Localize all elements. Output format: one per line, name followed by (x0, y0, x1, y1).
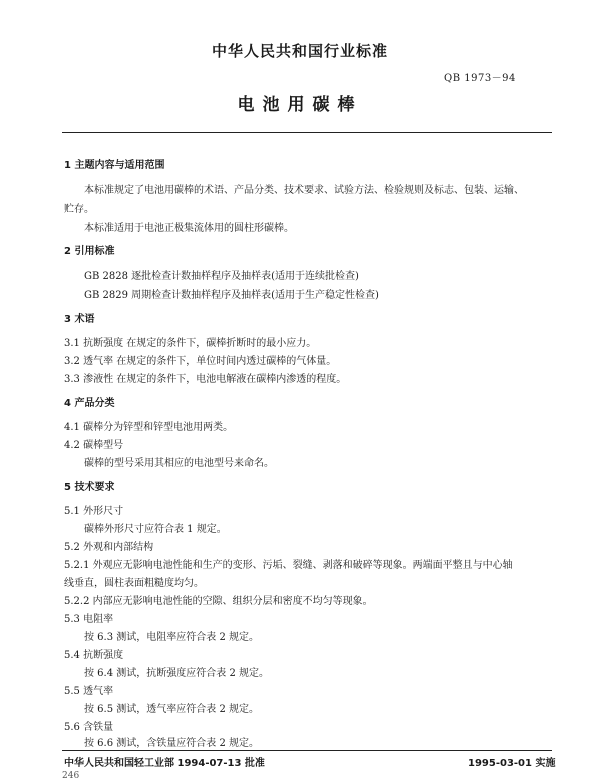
requirement-5-5-text: 按 6.5 测试，透气率应符合表 2 规定。 (84, 704, 259, 715)
approval-statement: 中华人民共和国轻工业部 1994-07-13 批准 (64, 758, 265, 769)
requirement-5-2-1: 5.2.1 外观应无影响电池性能和生产的变形、污垢、裂缝、剥落和破碎等现象。两端面平整且与中心轴 (64, 560, 513, 571)
term-3-2: 3.2 透气率 在规定的条件下，单位时间内透过碳棒的气体量。 (64, 356, 337, 367)
requirement-5-6-text: 按 6.6 测试，含铁量应符合表 2 规定。 (84, 738, 259, 749)
reference-gb2828: GB 2828 逐批检查计数抽样程序及抽样表(适用于连续批检查) (84, 271, 359, 282)
page-number: 246 (62, 771, 80, 781)
organization-header: 中华人民共和国行业标准 (211, 42, 388, 60)
section-1-paragraph-1: 本标准规定了电池用碳棒的术语、产品分类、技术要求、试验方法、检验规则及标志、包装、运输、 (84, 185, 524, 196)
section-5-heading: 5 技术要求 (64, 482, 115, 493)
requirement-5-1: 5.1 外形尺寸 (64, 506, 124, 517)
requirement-5-1-text: 碳棒外形尺寸应符合表 1 规定。 (84, 524, 227, 535)
footer-divider (62, 750, 552, 751)
section-4-heading: 4 产品分类 (64, 398, 115, 409)
header-divider (62, 132, 552, 133)
term-3-1: 3.1 抗断强度 在规定的条件下，碳棒折断时的最小应力。 (64, 338, 317, 349)
requirement-5-3: 5.3 电阻率 (64, 614, 114, 625)
requirement-5-6: 5.6 含铁量 (64, 722, 114, 733)
term-3-3: 3.3 渗液性 在规定的条件下，电池电解液在碳棒内渗透的程度。 (64, 374, 347, 385)
document-title: 电池用碳棒 (237, 95, 363, 115)
section-1-paragraph-1-cont: 贮存。 (64, 204, 94, 215)
implementation-date: 1995-03-01 实施 (468, 758, 556, 769)
section-1-heading: 1 主题内容与适用范围 (64, 160, 165, 171)
requirement-5-2-1-cont: 线垂直，圆柱表面粗糙度均匀。 (64, 578, 204, 589)
requirement-5-3-text: 按 6.3 测试，电阻率应符合表 2 规定。 (84, 632, 259, 643)
reference-gb2829: GB 2829 周期检查计数抽样程序及抽样表(适用于生产稳定性检查) (84, 290, 379, 301)
classification-4-2: 4.2 碳棒型号 (64, 440, 124, 451)
requirement-5-5: 5.5 透气率 (64, 686, 114, 697)
requirement-5-2-2: 5.2.2 内部应无影响电池性能的空隙、组织分层和密度不均匀等现象。 (64, 596, 373, 607)
section-1-paragraph-2: 本标准适用于电池正极集流体用的圆柱形碳棒。 (84, 223, 294, 234)
requirement-5-4: 5.4 抗断强度 (64, 650, 124, 661)
section-3-heading: 3 术语 (64, 314, 95, 325)
standard-number: QB 1973－94 (444, 73, 516, 84)
classification-4-1: 4.1 碳棒分为锌型和锌型电池用两类。 (64, 422, 234, 433)
requirement-5-4-text: 按 6.4 测试，抗断强度应符合表 2 规定。 (84, 668, 269, 679)
section-2-heading: 2 引用标准 (64, 246, 115, 257)
requirement-5-2: 5.2 外观和内部结构 (64, 542, 154, 553)
classification-4-2-text: 碳棒的型号采用其相应的电池型号来命名。 (84, 458, 274, 469)
